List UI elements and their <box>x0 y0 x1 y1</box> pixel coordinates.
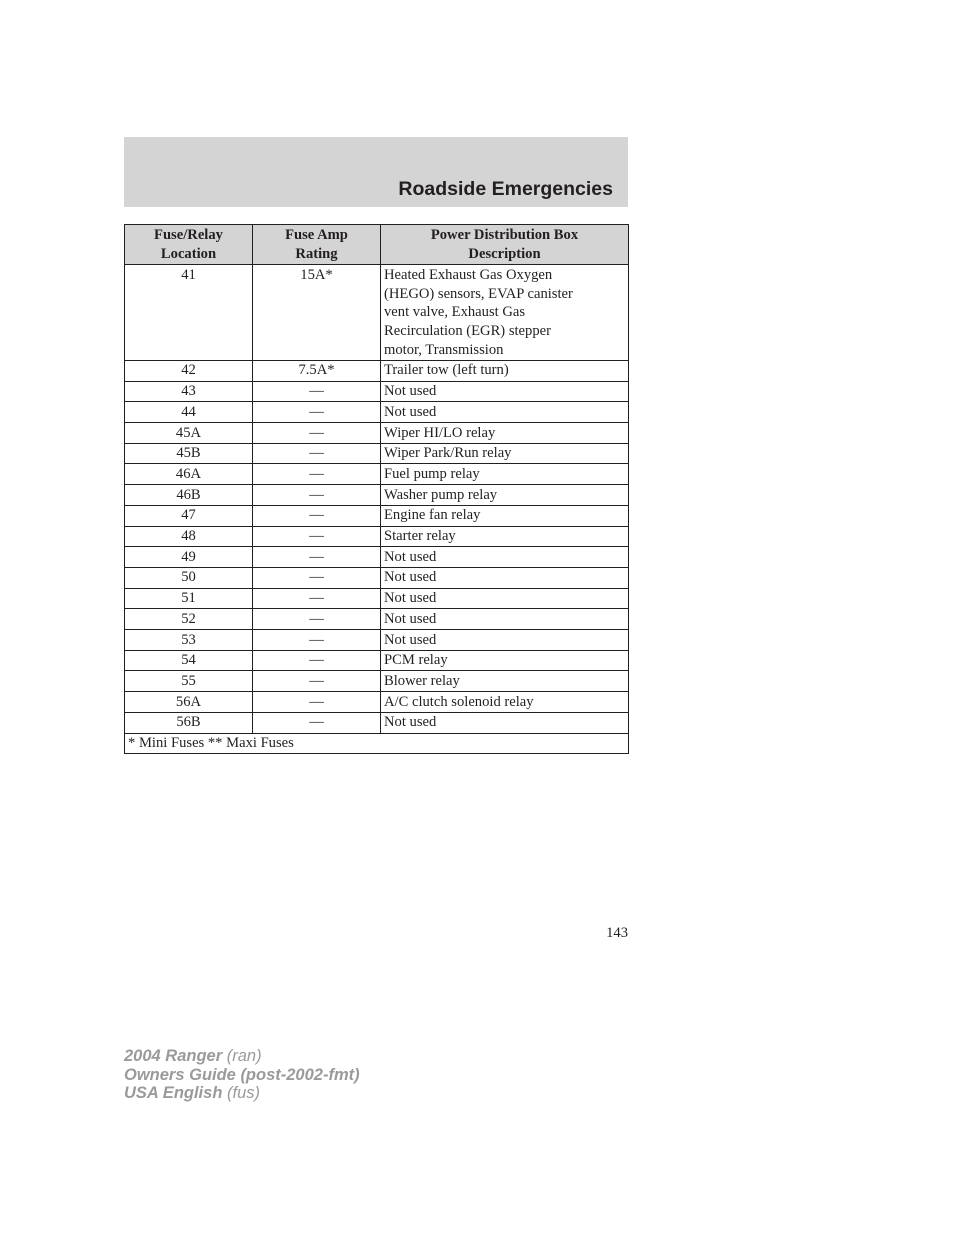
footer-line-model <box>124 1047 360 1066</box>
cell-description: Starter relay <box>381 526 629 547</box>
footer-line-guide <box>124 1066 360 1085</box>
cell-location: 43 <box>125 381 253 402</box>
description-line: (HEGO) sensors, EVAP canister <box>384 285 573 302</box>
cell-location: 47 <box>125 505 253 526</box>
cell-description: Not used <box>381 381 629 402</box>
column-header-location-line2: Location <box>160 245 217 262</box>
cell-rating: — <box>253 485 381 506</box>
cell-description: Not used <box>381 712 629 733</box>
section-header-band <box>124 137 628 207</box>
description-line: Recirculation (EGR) stepper <box>384 323 551 340</box>
cell-description <box>381 265 629 361</box>
cell-location: 54 <box>125 650 253 671</box>
cell-description: Not used <box>381 547 629 568</box>
cell-description: Wiper Park/Run relay <box>381 443 629 464</box>
section-title: Roadside Emergencies <box>398 178 613 200</box>
description-line: Heated Exhaust Gas Oxygen <box>384 266 553 283</box>
cell-rating: — <box>253 547 381 568</box>
table-row <box>125 360 629 381</box>
cell-location: 48 <box>125 526 253 547</box>
cell-rating: — <box>253 630 381 651</box>
cell-description: Fuel pump relay <box>381 464 629 485</box>
cell-location: 51 <box>125 588 253 609</box>
table-row <box>125 423 629 444</box>
cell-description: PCM relay <box>381 650 629 671</box>
table-row <box>125 402 629 423</box>
column-header-description-line2: Description <box>468 245 541 262</box>
cell-rating: — <box>253 443 381 464</box>
cell-location: 41 <box>125 265 253 361</box>
cell-location: 53 <box>125 630 253 651</box>
table-row <box>125 588 629 609</box>
column-header-rating <box>253 225 381 265</box>
cell-rating: 15A* <box>253 265 381 361</box>
cell-rating: — <box>253 671 381 692</box>
cell-description: Washer pump relay <box>381 485 629 506</box>
cell-location: 45B <box>125 443 253 464</box>
cell-description: Not used <box>381 609 629 630</box>
table-row <box>125 265 629 361</box>
table-footnote: * Mini Fuses ** Maxi Fuses <box>125 733 629 754</box>
table-row <box>125 712 629 733</box>
table-row <box>125 505 629 526</box>
column-header-location <box>125 225 253 265</box>
table-row <box>125 567 629 588</box>
description-line: motor, Transmission <box>384 341 504 358</box>
cell-description: Blower relay <box>381 671 629 692</box>
cell-rating: — <box>253 402 381 423</box>
cell-description: Not used <box>381 630 629 651</box>
table-row <box>125 381 629 402</box>
footer-line-language <box>124 1084 360 1103</box>
table-row <box>125 485 629 506</box>
page-number: 143 <box>606 925 628 941</box>
cell-description: Not used <box>381 402 629 423</box>
cell-location: 52 <box>125 609 253 630</box>
cell-description: Not used <box>381 588 629 609</box>
column-header-description-line1: Power Distribution Box <box>430 227 579 243</box>
cell-rating: — <box>253 423 381 444</box>
cell-rating: — <box>253 712 381 733</box>
footer-model-code: (ran) <box>226 1047 262 1065</box>
cell-rating: — <box>253 505 381 526</box>
cell-rating: — <box>253 526 381 547</box>
cell-description: A/C clutch solenoid relay <box>381 692 629 713</box>
cell-rating: — <box>253 588 381 609</box>
cell-description: Trailer tow (left turn) <box>381 360 629 381</box>
cell-rating: — <box>253 692 381 713</box>
cell-location: 50 <box>125 567 253 588</box>
footer-language-code: (fus) <box>227 1084 260 1103</box>
cell-location: 56A <box>125 692 253 713</box>
cell-description: Wiper HI/LO relay <box>381 423 629 444</box>
cell-location: 46A <box>125 464 253 485</box>
table-row <box>125 650 629 671</box>
column-header-description <box>381 225 629 265</box>
cell-rating: — <box>253 381 381 402</box>
cell-location: 42 <box>125 360 253 381</box>
footer-guide: Owners Guide (post-2002-fmt) <box>124 1065 360 1084</box>
cell-location: 55 <box>125 671 253 692</box>
table-row <box>125 609 629 630</box>
table-row <box>125 464 629 485</box>
table-row <box>125 443 629 464</box>
cell-rating: 7.5A* <box>253 360 381 381</box>
cell-location: 45A <box>125 423 253 444</box>
cell-description: Not used <box>381 567 629 588</box>
table-row <box>125 526 629 547</box>
cell-rating: — <box>253 609 381 630</box>
column-header-rating-line2: Rating <box>295 245 338 262</box>
table-row <box>125 692 629 713</box>
table-footnote-row <box>125 733 629 754</box>
table-row <box>125 671 629 692</box>
cell-rating: — <box>253 567 381 588</box>
cell-location: 46B <box>125 485 253 506</box>
column-header-location-line1: Fuse/Relay <box>154 227 223 243</box>
fuse-table <box>124 224 629 754</box>
cell-location: 49 <box>125 547 253 568</box>
cell-location: 44 <box>125 402 253 423</box>
description-line: vent valve, Exhaust Gas <box>384 304 526 321</box>
column-header-rating-line1: Fuse Amp <box>285 227 348 243</box>
cell-location: 56B <box>125 712 253 733</box>
footer-model: 2004 Ranger <box>124 1047 223 1065</box>
table-header-row <box>125 225 629 265</box>
cell-rating: — <box>253 464 381 485</box>
table-row <box>125 630 629 651</box>
table-row <box>125 547 629 568</box>
footer-language: USA English <box>124 1084 223 1103</box>
cell-rating: — <box>253 650 381 671</box>
cell-description: Engine fan relay <box>381 505 629 526</box>
document-footer <box>124 1047 360 1103</box>
